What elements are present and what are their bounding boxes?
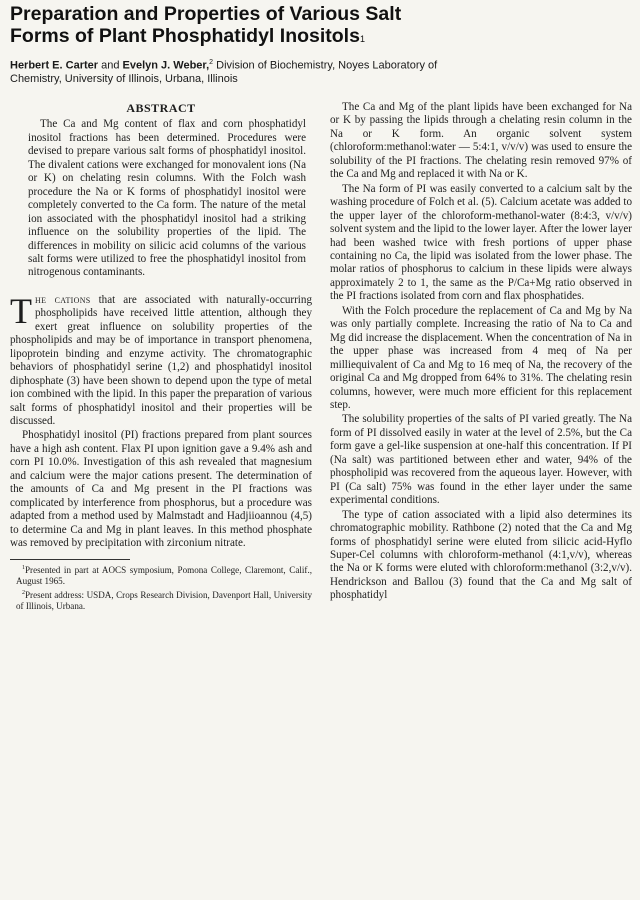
abstract-block xyxy=(10,118,312,279)
body-paragraph-4: The Na form of PI was easily converted to a calcium salt by the washing procedure of Folch et al. (5). Calcium acetate was added to the upper layer of the chloroform-methanol-water (8:4:3, v/v/v) solvent system and the lipid to the lower layer. After the lower layer had been washed twice with fresh portions of upper phase containing no Ca, the lipid was isolated from the lower phase. The molar ratios of phosphorus to calcium in these lipids were always approximately 2 to 1, the same as the P/Ca+Mg ratio observed in the PI fractions isolated from corn and flax phosphatides. xyxy=(330,182,632,303)
abstract-text: The Ca and Mg content of flax and corn phosphatidyl inositol fractions has been determined. Procedures were devised to prepare various salt forms of phosphatidyl inositol. The divalent cations were exchanged for monovalent ions (Na or K) on chelating resin columns. With the Folch wash procedure the Na or K forms of phosphatidyl inositol were completely converted to the Ca form. The nature of the metal ion associated with the phosphatidyl inositol had a striking influence on the solubility properties of the lipid. The differences in mobility on silicic acid columns of the various salt forms were utilized to free the phosphatidyl inositol from nitrogenous contaminants. xyxy=(28,118,306,279)
title-footnote-mark: 1 xyxy=(359,34,365,44)
body-paragraph-7: The type of cation associated with a lipid also determines its chromatographic mobility. Rathbone (2) noted that the Ca and Mg forms of phosphatidyl serine were eluted from silicic acid-Hyflo Super-Cel columns with chloroform-methanol (4:1,v/v), whereas the Na or K forms were eluted with chloroform:methanol (3:2,v/v). Hendrickson and Ballou (3) found that the Ca and Mg salt of phosphatidyl xyxy=(330,508,632,602)
author-conjunction: and xyxy=(101,59,120,72)
body-paragraph-6: The solubility properties of the salts of PI varied greatly. The Na form of PI dissolved easily in water at the level of 2.5%, but the Ca form gave a gel-like suspension at one-half this concentration. If PI (Na salt) was partitioned between ether and water, 94% of the phospholipid was recovered from the aqueous layer. However, with PI (Ca salt) 75% was found in the ether layer under the same experimental conditions. xyxy=(330,413,632,507)
footnote-1-text: Presented in part at AOCS symposium, Pomona College, Claremont, Calif., August 1965. xyxy=(16,564,312,586)
author-2-footnote-mark: 2 xyxy=(209,59,214,66)
footnote-rule xyxy=(10,559,130,560)
left-column xyxy=(10,100,312,613)
body-paragraph-5: With the Folch procedure the replacement of Ca and Mg by Na was only partially complete. Increasing the ratio of Na to Ca and Mg did increase the displacement. When the concentration of Na in the upper phase was increased from 4 meq of Na per milliequivalent of Ca and Mg to 16 meq of Na, the recovery of the original Ca and Mg dropped from 64% to 31%. The chelating resin columns, however, were much more efficient for this replacement step. xyxy=(330,304,632,411)
article-title xyxy=(10,3,630,47)
footnote-1-mark: 1 xyxy=(22,564,25,571)
title-line-2 xyxy=(10,25,630,47)
footnote-2-mark: 2 xyxy=(22,589,25,596)
author-1: Herbert E. Carter xyxy=(10,59,99,72)
abstract-heading: ABSTRACT xyxy=(126,101,196,115)
footnote-2-text: Present address: USDA, Crops Research Division, Davenport Hall, University of Illinois, Urbana. xyxy=(16,589,312,611)
lead-smallcaps: he cations xyxy=(35,293,91,306)
title-line-2-text: Forms of Plant Phosphatidyl Inositols xyxy=(10,25,360,47)
title-line-1: Preparation and Properties of Various Salt xyxy=(10,3,402,25)
affiliation-line-1: Division of Biochemistry, Noyes Laboratory of xyxy=(216,59,438,72)
intro-paragraph-text: that are associated with naturally-occurring phospholipids have received little attention, although they exert great influence on solubility properties of the phospholipids and may be of importance in transport phenomena, lipoprotein binding and enzyme activity. The chromatographic behaviors of phosphatidyl serine (1,2) and phosphatidyl inositol diphosphate (3) have been shown to depend upon the type of metal ion combined with the lipid. In this paper the preparation of various salt forms of phosphatidyl inositol and their properties will be discussed. xyxy=(10,293,312,427)
body-paragraph-2: Phosphatidyl inositol (PI) fractions prepared from plant sources have a high ash content. Flax PI upon ignition gave a 9.4% ash and corn PI 10.0%. Investigation of this ash revealed that magnesium and calcium were the major cations present. The determination of the amounts of Ca and Mg present in the PI fractions was complicated by interference from phosphorus, but a procedure was adapted from a method used by Malmstadt and Hadjiioannou (4,5) to determine Ca and Mg in plant leaves. In this method phosphate was removed by precipitation with zirconium nitrate. xyxy=(10,429,312,550)
footnote-2 xyxy=(10,588,312,612)
author-line-1 xyxy=(10,56,630,73)
intro-paragraph xyxy=(10,290,312,429)
drop-cap: T xyxy=(10,290,32,331)
body-paragraph-3: The Ca and Mg of the plant lipids have been exchanged for Na or K by passing the lipids through a chelating resin column in the Na or K form. An organic solvent system (chloroform:methanol:water — 5:4:1, v/v/v) was used to ensure the solubility of the PI fractions. The chelating resin removed 97% of the Ca and Mg and replaced it with Na or K. xyxy=(330,101,632,181)
right-column xyxy=(330,101,632,604)
author-2: Evelyn J. Weber, xyxy=(122,59,210,72)
footnote-1 xyxy=(10,563,312,587)
affiliation-line-2: Chemistry, University of Illinois, Urbana, Illinois xyxy=(10,73,238,86)
author-block xyxy=(10,56,630,87)
